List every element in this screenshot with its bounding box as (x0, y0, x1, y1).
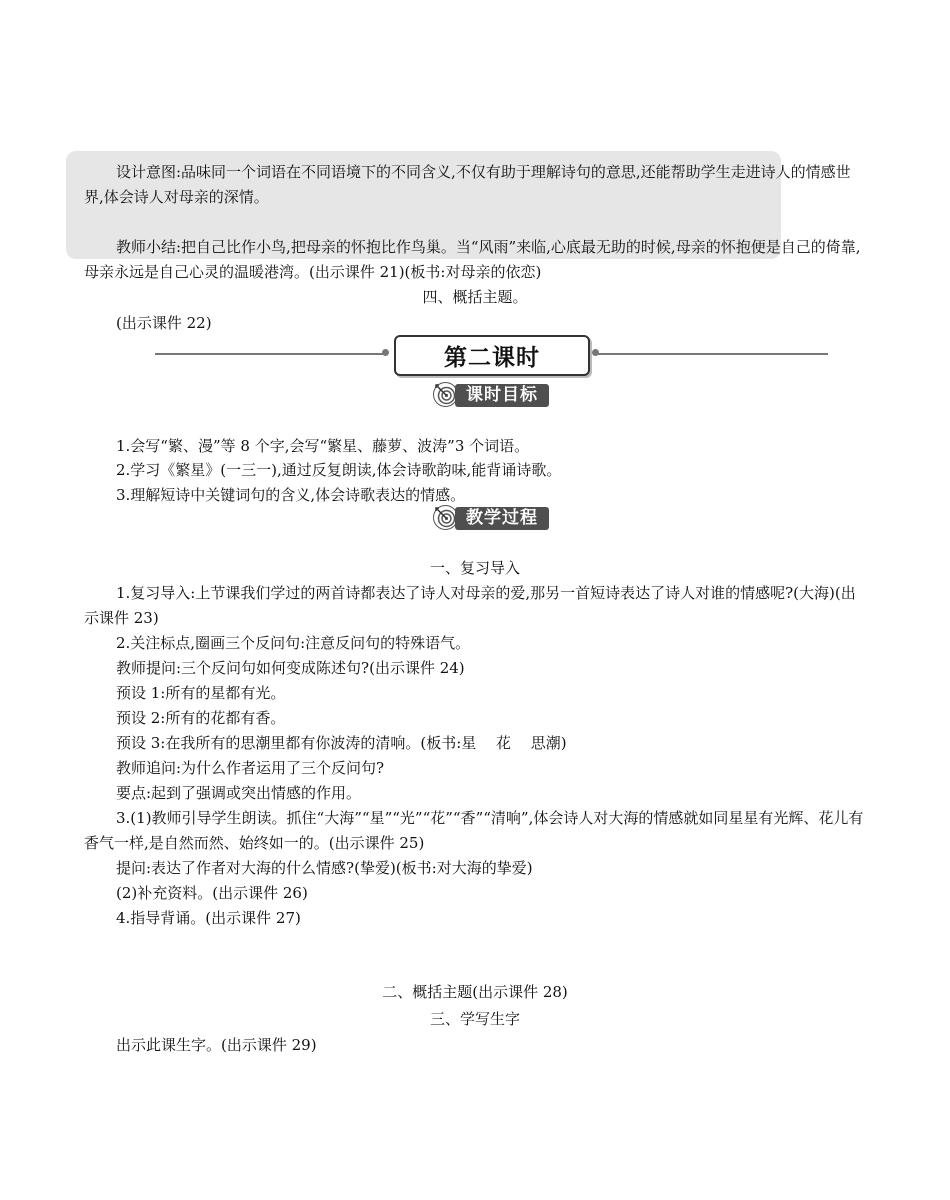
part1-preset2: 预设 2:所有的花都有香。 (116, 709, 286, 727)
part1-followup: 教师追问:为什么作者运用了三个反问句? (116, 759, 385, 777)
divider-right (597, 353, 828, 355)
part1-item4: 4.指导背诵。(出示课件 27) (116, 909, 301, 927)
part2-heading: 二、概括主题(出示课件 28) (382, 983, 568, 1001)
part1-key-point: 要点:起到了强调或突出情感的作用。 (116, 784, 362, 802)
divider-left-dot (382, 349, 389, 356)
part1-prompt: 提问:表达了作者对大海的什么情感?(挚爱)(板书:对大海的挚爱) (116, 859, 533, 877)
part1-item1: 1.复习导入:上节课我们学过的两首诗都表达了诗人对母亲的爱,那另一首短诗表达了诗人对谁的情感呢?(大海)(出示课件 23) (84, 584, 856, 627)
process-badge (433, 505, 549, 532)
teacher-summary: 教师小结:把自己比作小鸟,把母亲的怀抱比作鸟巢。当“风雨”来临,心底最无助的时候,母亲的怀抱便是自己的倚靠,母亲永远是自己心灵的温暖港湾。(出示课件 21)(板书:对母亲的依恋) (84, 238, 861, 281)
section4-courseware: (出示课件 22) (116, 314, 212, 332)
process-badge-label: 教学过程 (455, 507, 549, 530)
objective-3: 3.理解短诗中关键词句的含义,体会诗歌表达的情感。 (116, 486, 466, 504)
section4-heading: 四、概括主题。 (422, 288, 528, 306)
part3-text: 出示此课生字。(出示课件 29) (116, 1036, 317, 1054)
objective-1: 1.会写“繁、漫”等 8 个字,会写“繁星、藤萝、波涛”3 个词语。 (116, 437, 530, 455)
part1-item2: 2.关注标点,圈画三个反问句:注意反问句的特殊语气。 (116, 634, 471, 652)
lesson-title: 第二课时 (394, 335, 590, 376)
part1-preset3: 预设 3:在我所有的思潮里都有你波涛的清响。(板书:星 花 思潮) (116, 734, 567, 752)
part1-item3: 3.(1)教师引导学生朗读。抓住“大海”“星”“光”“花”“香”“清响”,体会诗人对大海的情感就如同星星有光辉、花儿有香气一样,是自然而然、始终如一的。(出示课件 25) (84, 809, 864, 852)
part1-heading: 一、复习导入 (429, 559, 520, 577)
divider-left (155, 353, 383, 355)
divider-right-dot (592, 349, 599, 356)
objective-2: 2.学习《繁星》(一三一),通过反复朗读,体会诗歌韵味,能背诵诗歌。 (116, 461, 562, 479)
part1-preset1: 预设 1:所有的星都有光。 (116, 684, 286, 702)
part1-question: 教师提问:三个反问句如何变成陈述句?(出示课件 24) (116, 659, 465, 677)
part3-heading: 三、学写生字 (429, 1010, 520, 1028)
objectives-badge-label: 课时目标 (455, 384, 549, 407)
objectives-badge (433, 382, 549, 409)
part1-item3b: (2)补充资料。(出示课件 26) (116, 884, 308, 902)
design-note: 设计意图:品味同一个词语在不同语境下的不同含义,不仅有助于理解诗句的意思,还能帮助学生走进诗人的情感世界,体会诗人对母亲的深情。 (84, 163, 851, 206)
